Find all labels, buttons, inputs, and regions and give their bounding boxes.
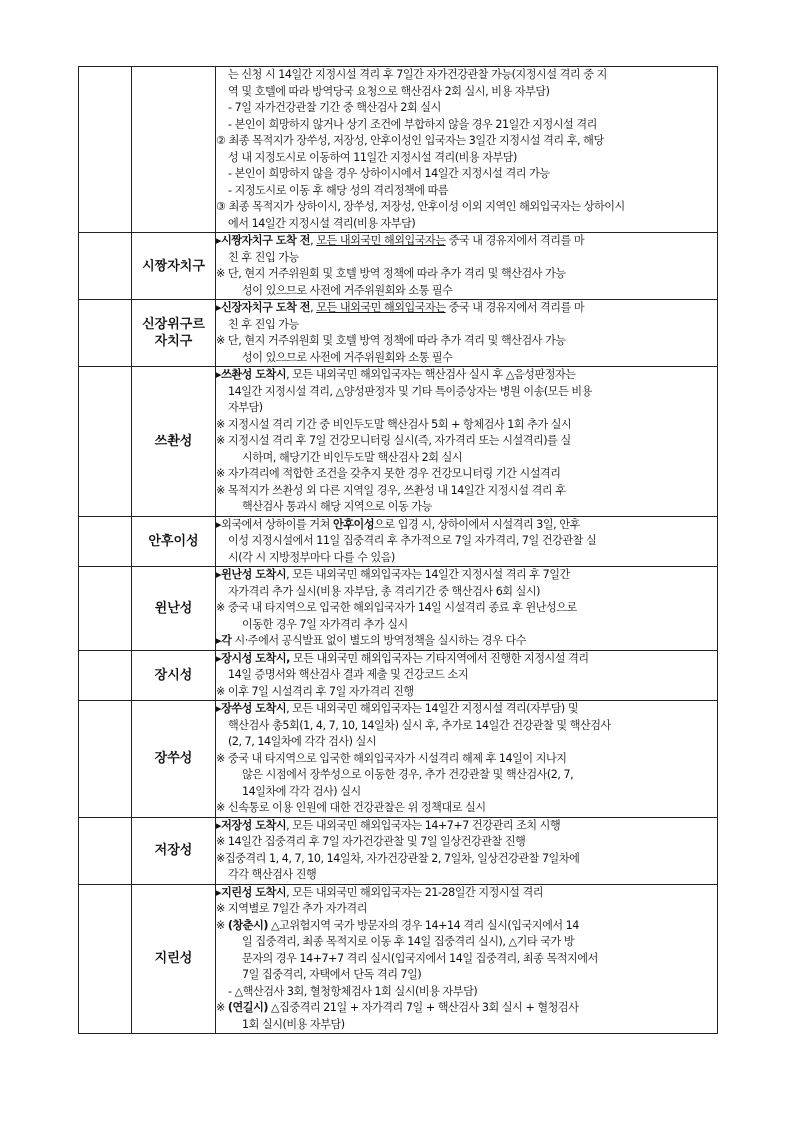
region-cell: [132, 817, 216, 884]
line-text: , 모든 내외국민 해외입국자는 14일간 지정시설 격리 후 7일간: [286, 568, 570, 581]
blank-cell: [79, 516, 132, 567]
line-text: - 7일 자가건강관찰 기간 중 핵산검사 2회 실시: [228, 101, 441, 114]
policy-cell: [216, 650, 718, 701]
line-text: 성 내 지정도시로 이동하여 11일간 지정시설 격리(비용 자부담): [228, 150, 517, 164]
line-text: 핵산검사 총5회(1, 4, 7, 10, 14일차) 실시 후, 추가로 14일간 건강관찰 및 핵산검사: [228, 718, 611, 732]
policy-line: [216, 367, 717, 384]
line-text: - 본인이 희망하지 않거나 상기 조건에 부합하지 않을 경우 21일간 지정시설 격리: [228, 117, 597, 131]
line-bold2: 안후이성: [333, 517, 375, 531]
policy-cell: [216, 67, 718, 233]
line-text: 친 후 진입 가능: [228, 317, 299, 331]
line-text: 성이 있으므로 사전에 거주위원회와 소통 필수: [242, 350, 453, 364]
line-text: 는 신청 시 14일간 지정시설 격리 후 7일간 자가건강관찰 가능(지정시설 격리 중 지: [228, 68, 607, 81]
policy-line: [216, 266, 717, 283]
region-name: 자치구: [154, 334, 193, 349]
policy-line: [216, 533, 717, 550]
policy-line: [216, 834, 717, 851]
region-cell: [132, 367, 216, 517]
blank-cell: [79, 67, 132, 233]
line-text: 친 후 진입 가능: [228, 250, 299, 264]
policy-line: [216, 417, 717, 434]
line-text: ※ 14일간 집중격리 후 7일 자가건강관찰 및 7일 일상건강관찰 진행: [216, 835, 526, 848]
blank-cell: [79, 233, 132, 300]
table-row: [79, 367, 718, 517]
policy-cell: [216, 884, 718, 1034]
line-text: ▸외국에서 상하이를 거쳐: [216, 517, 334, 531]
line-tail: △고위험지역 국가 방문자의 경우 14+14 격리 실시(입국지에서 14: [267, 918, 579, 932]
line-text: (2, 7, 14일차에 각각 검사) 실시: [228, 735, 377, 748]
blank-cell: [79, 300, 132, 367]
policy-line: [216, 867, 717, 884]
line-text: 성이 있으므로 사전에 거주위원회와 소통 필수: [242, 283, 453, 297]
line-text: 중국 내 경유지에서 격리를 마: [445, 301, 585, 314]
region-name: 저장성: [154, 843, 193, 858]
region-name: 윈난성: [154, 600, 193, 616]
policy-line: [216, 718, 717, 735]
region-cell: [132, 233, 216, 300]
policy-line: [216, 317, 717, 334]
line-text: ※ 지역별로 7일간 추가 자가격리: [216, 902, 367, 915]
line-text: , 모든 내외국민 해외입국자는 14+7+7 건강관리 조치 시행: [286, 818, 561, 832]
table-row: [79, 300, 718, 367]
policy-cell: [216, 367, 718, 517]
line-bold: ▸각: [216, 634, 232, 647]
line-text: 시·주에서 공식발표 없이 별도의 방역정책을 실시하는 경우 다수: [231, 634, 527, 647]
policy-cell: [216, 817, 718, 884]
table-row: [79, 817, 718, 884]
table-row: [79, 884, 718, 1034]
policy-line: [216, 1000, 717, 1017]
table-row: [79, 516, 718, 567]
policy-line: [216, 499, 717, 516]
blank-cell: [79, 367, 132, 517]
policy-line: [216, 233, 717, 250]
line-bold: ▸지린성 도착시: [216, 885, 287, 899]
table-body: [79, 67, 718, 1034]
line-text: ※: [216, 918, 228, 932]
line-bold: ▸신장자치구 도착 전: [216, 301, 311, 314]
line-mid: ,: [310, 234, 317, 247]
line-text: 역 및 호텔에 따라 방역당국 요청으로 핵산검사 2회 실시, 비용 자부담): [228, 84, 550, 98]
line-text: , 모든 내외국민 해외입국자는 14일간 지정시설 격리(자부담) 및: [286, 702, 579, 715]
policy-line: [216, 617, 717, 634]
blank-cell: [79, 567, 132, 651]
line-tail: 으로 입경 시, 상하이에서 시설격리 3일, 안후: [374, 517, 580, 531]
line-text: 모든 내외국민 해외입국자는 기타지역에서 진행한 지정시설 격리: [289, 651, 589, 665]
policy-line: [216, 84, 717, 101]
policy-line: [216, 283, 717, 300]
quarantine-policy-table: [78, 66, 718, 1034]
policy-line: [216, 951, 717, 968]
line-text: 자부담): [228, 401, 263, 414]
policy-line: [216, 934, 717, 951]
blank-cell: [79, 650, 132, 701]
line-text: 핵산검사 통과시 해당 지역으로 이동 가능: [242, 500, 432, 513]
policy-line: [216, 633, 717, 650]
policy-line: [216, 550, 717, 567]
line-text: , 모든 내외국민 해외입국자는 21-28일간 지정시설 격리: [286, 885, 543, 899]
policy-line: [216, 734, 717, 751]
policy-line: [216, 100, 717, 117]
policy-line: [216, 150, 717, 167]
blank-cell: [79, 701, 132, 818]
line-text: 7일 집중격리, 자택에서 단독 격리 7일): [242, 968, 422, 981]
policy-line: [216, 166, 717, 183]
policy-line: [216, 567, 717, 584]
line-text: ※ 단, 현지 거주위원회 및 호텔 방역 정책에 따라 추가 격리 및 핵산검사 가능: [216, 334, 566, 347]
line-text: ※: [216, 1001, 228, 1014]
policy-line: [216, 517, 717, 534]
policy-line: [216, 1017, 717, 1034]
line-bold: ▸저장성 도착시: [216, 818, 287, 832]
policy-line: [216, 450, 717, 467]
line-text: ※ 지정시설 격리 기간 중 비인두도말 핵산검사 5회 + 항체검사 1회 추가 실시: [216, 417, 572, 431]
line-text: 않은 시점에서 장쑤성으로 이동한 경우, 추가 건강관찰 및 핵산검사(2, 7,: [242, 768, 574, 781]
policy-line: [216, 67, 717, 84]
region-name: 쓰촨성: [154, 433, 193, 449]
line-text: ※ 신속통로 이용 인원에 대한 건강관찰은 위 정책대로 실시: [216, 801, 486, 814]
line-text: ※ 목적지가 쓰촨성 외 다른 지역일 경우, 쓰촨성 내 14일간 지정시설 격리 후: [216, 483, 566, 497]
line-bold: ▸장쑤성 도착시: [216, 702, 287, 715]
policy-line: [216, 701, 717, 718]
line-text: ※ 단, 현지 거주위원회 및 호텔 방역 정책에 따라 추가 격리 및 핵산검사 가능: [216, 267, 566, 280]
line-text: 14일간 지정시설 격리, △양성판정자 및 기타 특이증상자는 병원 이송(모든 비용: [228, 384, 592, 398]
line-text: 각각 핵산검사 진행: [228, 868, 317, 881]
policy-line: [216, 651, 717, 668]
line-text: ※ 중국 내 타지역으로 입국한 해외입국자가 시설격리 해제 후 14일이 지나지: [216, 751, 567, 765]
region-name: 시짱자치구: [142, 258, 205, 274]
region-name: 장시성: [154, 667, 193, 683]
line-text: 일 집중격리, 최종 목적지로 이동 후 14일 집중격리 실시), △기타 국가 방: [242, 935, 575, 948]
region-cell: [132, 516, 216, 567]
policy-line: [216, 400, 717, 417]
line-under: 모든 내외국민 해외입국자는: [316, 301, 446, 314]
line-tail: △집중격리 21일 + 자가격리 7일 + 핵산검사 3회 실시 + 혈청검사: [267, 1001, 579, 1014]
policy-line: [216, 584, 717, 601]
line-text: 자가격리 추가 실시(비용 자부담, 총 격리기간 중 핵산검사 6회 실시): [228, 584, 541, 598]
line-bold2: (창춘시): [227, 918, 268, 932]
policy-line: [216, 433, 717, 450]
policy-line: [216, 784, 717, 801]
line-text: - 본인이 희망하지 않을 경우 상하이시에서 14일간 지정시설 격리 가능: [228, 167, 550, 180]
policy-line: [216, 684, 717, 701]
region-cell: [132, 567, 216, 651]
policy-line: [216, 600, 717, 617]
line-text: ※ 자가격리에 적합한 조건을 갖추지 못한 경우 건강모니터링 기간 시설격리: [216, 467, 561, 480]
policy-line: [216, 250, 717, 267]
policy-cell: [216, 233, 718, 300]
line-text: 1회 실시(비용 자부담): [242, 1017, 345, 1031]
line-bold: ▸장시성 도착시,: [216, 651, 290, 665]
policy-line: [216, 133, 717, 150]
policy-line: [216, 384, 717, 401]
policy-line: [216, 800, 717, 817]
policy-line: [216, 918, 717, 935]
region-cell: [132, 884, 216, 1034]
line-text: ※ 지정시설 격리 후 7일 건강모니터링 실시(즉, 자가격리 또는 시설격리)를 실: [216, 434, 571, 447]
region-name: 지린성: [154, 951, 193, 967]
policy-cell: [216, 300, 718, 367]
policy-cell: [216, 567, 718, 651]
line-text: 14일 증명서와 핵산검사 결과 제출 및 건강코드 소지: [228, 668, 469, 681]
policy-line: [216, 818, 717, 835]
region-cell: [132, 650, 216, 701]
line-text: - 지정도시로 이동 후 해당 성의 격리정책에 따름: [228, 183, 449, 197]
line-text: 시하며, 해당기간 비인두도말 핵산검사 2회 실시: [242, 450, 463, 464]
line-bold: ▸쓰촨성 도착시: [216, 368, 287, 381]
policy-cell: [216, 701, 718, 818]
policy-line: [216, 751, 717, 768]
line-text: ※ 중국 내 타지역으로 입국한 해외입국자가 14일 시설격리 종료 후 윈난성으로: [216, 601, 577, 614]
line-text: - △핵산검사 3회, 혈청항체검사 1회 실시(비용 자부담): [228, 984, 478, 998]
policy-line: [216, 199, 717, 216]
blank-cell: [79, 817, 132, 884]
line-text: , 모든 내외국민 해외입국자는 핵산검사 실시 후 △음성판정자는: [286, 368, 576, 381]
policy-line: [216, 183, 717, 200]
region-name: 장쑤성: [154, 751, 193, 767]
line-text: ③ 최종 목적지가 상하이시, 장쑤성, 저장성, 안후이성 이외 지역인 해외입국자는 상하이시: [216, 200, 625, 213]
table-row: [79, 233, 718, 300]
policy-line: [216, 466, 717, 483]
table-row: [79, 650, 718, 701]
table-row: [79, 567, 718, 651]
policy-line: [216, 984, 717, 1001]
line-text: 14일차에 각각 검사) 실시: [242, 784, 361, 798]
line-mid: ,: [310, 301, 317, 314]
policy-line: [216, 333, 717, 350]
policy-line: [216, 885, 717, 902]
region-name: 안후이성: [148, 533, 199, 549]
policy-line: [216, 767, 717, 784]
table-row: [79, 701, 718, 818]
line-text: ※ 이후 7일 시설격리 후 7일 자가격리 진행: [216, 684, 414, 698]
policy-line: [216, 901, 717, 918]
line-text: 이성 지정시설에서 11일 집중격리 후 추가적으로 7일 자가격리, 7일 건강관찰 실: [228, 534, 597, 547]
line-text: 시(각 시 지방정부마다 다를 수 있음): [228, 550, 395, 564]
line-text: 에서 14일간 지정시설 격리(비용 자부담): [228, 216, 416, 230]
region-cell: [132, 701, 216, 818]
line-bold2: (연길시): [227, 1001, 268, 1014]
line-under: 모든 내외국민 해외입국자는: [316, 234, 446, 247]
line-text: 이동한 경우 7일 자가격리 추가 실시: [242, 617, 408, 631]
line-text: 중국 내 경유지에서 격리를 마: [445, 234, 585, 247]
policy-line: [216, 851, 717, 868]
policy-cell: [216, 516, 718, 567]
region-cell: [132, 300, 216, 367]
line-text: ② 최종 목적지가 장쑤성, 저장성, 안후이성인 입국자는 3일간 지정시설 격리 후, 해당: [216, 134, 604, 147]
line-text: 문자의 경우 14+7+7 격리 실시(입국지에서 14일 집중격리, 최종 목적지에서: [242, 951, 598, 965]
policy-line: [216, 216, 717, 233]
policy-line: [216, 350, 717, 367]
line-bold: ▸시짱자치구 도착 전: [216, 234, 311, 247]
line-text: ※집중격리 1, 4, 7, 10, 14일차, 자가건강관찰 2, 7일차, 일상건강관찰 7일차에: [216, 851, 580, 865]
policy-line: [216, 483, 717, 500]
policy-line: [216, 300, 717, 317]
table-row: [79, 67, 718, 233]
line-bold: ▸윈난성 도착시: [216, 568, 287, 581]
region-cell: [132, 67, 216, 233]
blank-cell: [79, 884, 132, 1034]
policy-line: [216, 967, 717, 984]
policy-line: [216, 667, 717, 684]
policy-line: [216, 117, 717, 134]
region-name: 신장위구르: [142, 317, 205, 332]
